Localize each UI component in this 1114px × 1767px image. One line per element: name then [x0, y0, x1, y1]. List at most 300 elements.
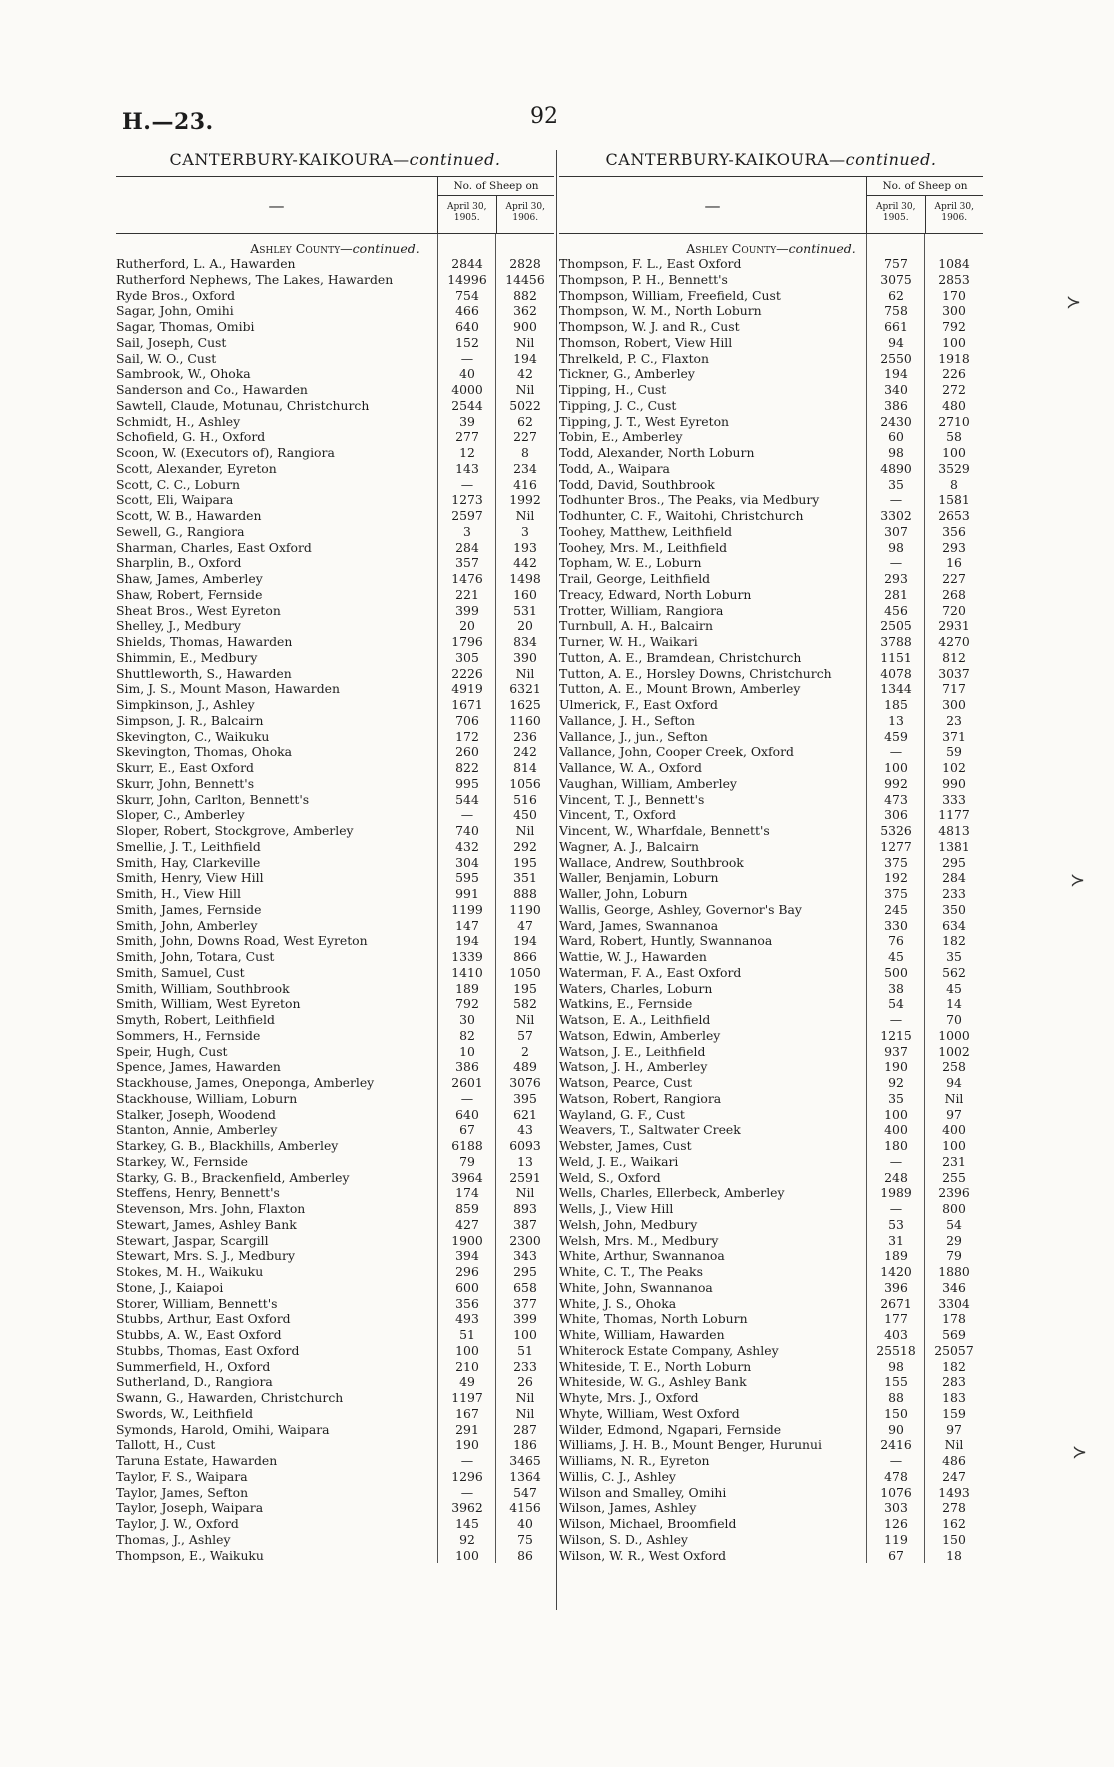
owner-name: [116, 697, 438, 713]
owner-name-text: Scott, W. B., Hawarden: [116, 508, 262, 523]
sheep-count-1906: 866: [513, 949, 537, 964]
sheep-count-1905: —: [460, 807, 474, 823]
owner-name-text: Williams, N. R., Eyreton: [559, 1453, 710, 1468]
table-row: [559, 1028, 983, 1044]
owner-name-text: White, J. S., Ohoka: [559, 1295, 677, 1311]
owner-name: [116, 272, 438, 288]
table-row: [116, 1453, 554, 1469]
sheep-count-1906: 2: [521, 1043, 529, 1059]
table-row: [559, 555, 983, 571]
county-name: Ashley County—: [686, 241, 789, 256]
owner-name: [116, 1390, 438, 1406]
sheep-count-1906: 25057: [934, 1342, 974, 1358]
table-row: [559, 366, 983, 382]
sheep-count-1905: 150: [884, 1405, 908, 1421]
table-row: [559, 681, 983, 697]
sheep-count-1906: 295: [942, 854, 966, 870]
margin-mark-icon: ≻: [1066, 292, 1082, 313]
owner-name-text: Todhunter, C. F., Waitohi, Christchurch: [559, 508, 804, 523]
sheep-count-1906: 159: [942, 1405, 966, 1421]
owner-name-text: Storer, William, Bennett's: [116, 1295, 278, 1311]
sheep-count-1905: 330: [884, 917, 908, 933]
owner-name-text: Smith, Henry, View Hill: [116, 870, 264, 886]
owner-name: [559, 351, 867, 367]
sheep-count-1905: 432: [455, 838, 479, 854]
sheep-count-1905: 245: [884, 901, 908, 917]
table-row: [116, 256, 554, 272]
table-row: [116, 1012, 554, 1028]
sheep-count-1906: 54: [946, 1216, 962, 1232]
table-rows: [559, 256, 983, 1563]
owner-name-text: Watson, Edwin, Amberley: [559, 1027, 721, 1043]
sheep-count-1906: 450: [513, 807, 537, 823]
table-row: [559, 1374, 983, 1390]
owner-name: [559, 1154, 867, 1170]
sheep-count-1905: 859: [455, 1201, 479, 1216]
owner-name-text: Rutherford Nephews, The Lakes, Hawarden: [116, 271, 394, 287]
sheep-count-1905: 189: [884, 1248, 908, 1264]
sheep-count-1905: 399: [455, 602, 479, 618]
table-row: [559, 256, 983, 272]
table-row: [116, 1201, 554, 1217]
owner-name: [116, 807, 438, 823]
owner-name-text: Weld, J. E., Waikari: [559, 1153, 679, 1169]
owner-name: [559, 288, 867, 304]
owner-name: [116, 634, 438, 650]
owner-name-text: Weld, S., Oxford: [559, 1169, 661, 1185]
sheep-count-1905: 3964: [451, 1169, 483, 1185]
sheep-count-1906: 231: [942, 1153, 966, 1169]
sheep-count-1905: 100: [455, 1342, 479, 1358]
table-row: [116, 1311, 554, 1327]
owner-name: [116, 965, 438, 981]
sheep-count-1905: 51: [459, 1327, 475, 1342]
sheep-count-1906: 236: [513, 728, 537, 744]
owner-name: [116, 1059, 438, 1075]
owner-name-text: Smith, William, Southbrook: [116, 980, 290, 996]
sheep-count-1905: 757: [884, 256, 908, 271]
table-row: [116, 902, 554, 918]
owner-name-text: Starkey, W., Fernside: [116, 1153, 248, 1169]
sheep-count-1906: 2396: [938, 1185, 970, 1201]
owner-name-text: Stackhouse, William, Loburn: [116, 1090, 298, 1106]
sheep-count-1906: 62: [517, 413, 533, 429]
owner-name: [559, 1327, 867, 1343]
owner-name-text: Wayland, G. F., Cust: [559, 1106, 685, 1122]
owner-name-text: Vallance, J. H., Sefton: [559, 712, 695, 728]
sheep-count-1905: 67: [888, 1547, 904, 1563]
table-row: [116, 1359, 554, 1375]
table-row: [559, 1185, 983, 1201]
owner-name: [559, 382, 867, 398]
owner-name: [116, 382, 438, 398]
table-row: [559, 1311, 983, 1327]
sheep-count-1905: 152: [455, 334, 479, 350]
owner-name-text: Wilson, W. R., West Oxford: [559, 1547, 727, 1563]
margin-mark-icon: ≻: [1070, 870, 1086, 891]
sheep-count-1905: 400: [884, 1122, 908, 1138]
sheep-count-1906: 5022: [509, 397, 541, 413]
year-1905-header: April 30, 1905.: [447, 202, 487, 223]
owner-name-text: Sewell, G., Rangiora: [116, 523, 245, 539]
sheep-count-1905: 1900: [451, 1232, 483, 1248]
sheep-count-1905: 500: [884, 964, 908, 980]
sheep-count-1905: 1273: [451, 492, 483, 508]
table-row: [116, 351, 554, 367]
sheep-count-1906: 442: [513, 555, 537, 571]
sheep-count-1906: 45: [946, 980, 962, 996]
owner-name-text: Skevington, C., Waikuku: [116, 728, 270, 744]
owner-name-text: Sail, W. O., Cust: [116, 350, 217, 366]
sheep-count-1906: 162: [942, 1516, 966, 1531]
owner-name: [559, 335, 867, 351]
table-row: [559, 1122, 983, 1138]
owner-name: [559, 650, 867, 666]
sheep-count-1906: 486: [942, 1453, 966, 1468]
sheep-count-1906: 634: [942, 917, 966, 933]
owner-name-text: Sagar, John, Omihi: [116, 303, 234, 319]
table-row: [559, 1327, 983, 1343]
owner-name-text: Turnbull, A. H., Balcairn: [559, 618, 713, 634]
owner-name: [116, 823, 438, 839]
sheep-count-1905: 174: [455, 1185, 479, 1201]
sheep-count-1906: 233: [942, 886, 966, 901]
owner-name-text: Shaw, Robert, Fernside: [116, 586, 263, 602]
table-row: [559, 603, 983, 619]
owner-name: [116, 1311, 438, 1327]
sheep-count-1906: 888: [513, 886, 537, 901]
owner-name: [116, 760, 438, 776]
sheep-count-1905: 192: [884, 870, 908, 886]
sheep-count-1905: 49: [459, 1374, 475, 1390]
sheep-count-1906: 3465: [509, 1453, 541, 1468]
owner-name: [116, 1138, 438, 1154]
table-row: [559, 540, 983, 556]
owner-name-text: Skurr, John, Bennett's: [116, 775, 255, 791]
owner-name: [116, 666, 438, 682]
owner-name-text: Sutherland, D., Rangiora: [116, 1374, 273, 1390]
owner-name: [116, 949, 438, 965]
owner-name: [116, 540, 438, 556]
sheep-count-1905: 147: [455, 917, 479, 933]
table-row: [116, 382, 554, 398]
owner-name-text: Turner, W. H., Waikari: [559, 634, 698, 649]
owner-name-text: Stanton, Annie, Amberley: [116, 1122, 278, 1138]
owner-name: [116, 933, 438, 949]
owner-name-text: White, Thomas, North Loburn: [559, 1311, 748, 1327]
table-row: [559, 729, 983, 745]
sheep-count-1905: 100: [455, 1547, 479, 1563]
sheep-count-1905: 54: [888, 996, 904, 1012]
sheep-count-1905: 754: [455, 287, 479, 303]
owner-name-text: Smyth, Robert, Leithfield: [116, 1012, 275, 1027]
table-row: [559, 1170, 983, 1186]
sheep-count-1906: 1190: [509, 901, 541, 917]
owner-name-text: Taylor, F. S., Waipara: [116, 1468, 248, 1484]
table-row: [559, 1359, 983, 1375]
county-name: Ashley County—: [250, 241, 353, 256]
sheep-count-1906: 1160: [509, 712, 541, 728]
owner-name: [559, 587, 867, 603]
owner-name: [116, 1500, 438, 1516]
table-row: [116, 1138, 554, 1154]
table-row: [559, 744, 983, 760]
sheep-count-1906: 1493: [938, 1484, 970, 1500]
owner-name-text: Wilson, James, Ashley: [559, 1500, 697, 1516]
sheep-count-1905: 356: [455, 1295, 479, 1311]
sheep-count-1906: 717: [942, 681, 966, 697]
table-row: [559, 1233, 983, 1249]
owner-name: [116, 492, 438, 508]
owner-name: [559, 445, 867, 461]
table-row: [559, 918, 983, 934]
sheep-count-1905: 145: [455, 1516, 479, 1531]
table-row: [559, 492, 983, 508]
owner-name: [116, 792, 438, 808]
sheep-count-1905: 1197: [451, 1390, 483, 1405]
sheep-count-1906: 284: [942, 870, 966, 886]
owner-name: [559, 1390, 867, 1406]
sheep-count-1905: 3: [463, 523, 471, 539]
table-row: [559, 807, 983, 823]
table-row: [116, 776, 554, 792]
owner-name: [559, 855, 867, 871]
left-column: [116, 150, 554, 1563]
table-rows: [116, 256, 554, 1563]
owner-name-text: Sail, Joseph, Cust: [116, 334, 227, 350]
sheep-count-1906: 1000: [938, 1027, 970, 1043]
sheep-count-1906: 562: [942, 964, 966, 980]
sheep-count-1906: 350: [942, 901, 966, 917]
owner-name-text: Waterman, F. A., East Oxford: [559, 964, 742, 980]
sheep-count-1906: 194: [513, 933, 537, 949]
sheep-count-1906: 6093: [509, 1138, 541, 1153]
owner-name: [559, 272, 867, 288]
sheep-count-1906: 346: [942, 1279, 966, 1295]
sheep-count-1905: 190: [884, 1059, 908, 1075]
sheep-count-1905: 427: [455, 1216, 479, 1232]
table-row: [116, 697, 554, 713]
sheep-count-1905: 5326: [880, 823, 912, 838]
table-row: [116, 1437, 554, 1453]
table-row: [116, 981, 554, 997]
sheep-count-1905: 1339: [451, 949, 483, 964]
owner-name: [559, 760, 867, 776]
owner-name-text: Ryde Bros., Oxford: [116, 287, 236, 303]
sheep-count-1906: 400: [942, 1122, 966, 1138]
sheep-count-1905: 1277: [880, 838, 912, 854]
sheep-count-1905: 98: [888, 445, 904, 460]
sheep-count-1905: 88: [888, 1390, 904, 1405]
table-row: [559, 1280, 983, 1296]
county-continued: continued.: [788, 241, 856, 256]
sheep-count-1905: 394: [455, 1248, 479, 1264]
owner-name: [559, 429, 867, 445]
sheep-count-1905: 126: [884, 1516, 908, 1531]
table-row: [559, 335, 983, 351]
sheep-count-1905: 291: [455, 1421, 479, 1437]
table-row: [559, 1532, 983, 1548]
sheep-count-1905: 4890: [880, 460, 912, 476]
sheep-count-1906: 295: [513, 1264, 537, 1279]
sheep-count-1905: —: [889, 744, 903, 760]
owner-name: [116, 1453, 438, 1469]
owner-name: [559, 1422, 867, 1438]
table-row: [559, 949, 983, 965]
table-row: [559, 508, 983, 524]
owner-name-text: Shimmin, E., Medbury: [116, 649, 258, 665]
sheep-count-1906: 531: [513, 602, 537, 618]
owner-name: [116, 303, 438, 319]
owner-name: [559, 807, 867, 823]
sheep-count-1905: 375: [884, 854, 908, 870]
owner-name: [116, 335, 438, 351]
year-1905-header: April 30, 1905.: [876, 202, 916, 223]
table-row: [559, 1437, 983, 1453]
sheep-count-1906: 14456: [505, 271, 545, 287]
sheep-count-1906: 1581: [938, 492, 970, 508]
sheep-count-1906: 1918: [938, 350, 970, 366]
table-row: [559, 272, 983, 288]
owner-name-text: Toohey, Mrs. M., Leithfield: [559, 539, 728, 555]
owner-name: [559, 555, 867, 571]
sheep-count-1906: 1084: [938, 256, 970, 271]
sheep-count-1905: 38: [888, 980, 904, 996]
sheep-count-1905: 1410: [451, 964, 483, 980]
sheep-count-1906: Nil: [515, 334, 535, 350]
owner-name: [559, 1469, 867, 1485]
table-row: [116, 1485, 554, 1501]
sheep-count-1905: 1476: [451, 571, 483, 586]
sheep-header-title: No. of Sheep on: [438, 177, 554, 196]
sheep-count-1906: 371: [942, 728, 966, 744]
table-row: [116, 508, 554, 524]
owner-name: [116, 414, 438, 430]
page-id: H.—23.: [122, 109, 214, 135]
table-row: [116, 1107, 554, 1123]
owner-name-text: Topham, W. E., Loburn: [559, 555, 702, 571]
owner-name: [116, 1233, 438, 1249]
sheep-count-1906: 356: [942, 523, 966, 539]
sheep-count-1905: 185: [884, 697, 908, 712]
sheep-count-1905: 177: [884, 1311, 908, 1327]
table-row: [116, 587, 554, 603]
owner-name-text: Thompson, F. L., East Oxford: [559, 256, 742, 271]
sheep-count-1905: 792: [455, 996, 479, 1012]
owner-name-text: Vallance, W. A., Oxford: [559, 760, 702, 775]
table-row: [116, 760, 554, 776]
sheep-count-1906: 1177: [938, 807, 970, 823]
sheep-count-1906: 814: [513, 760, 537, 775]
sheep-count-1905: 53: [888, 1216, 904, 1232]
owner-name: [559, 603, 867, 619]
owner-name: [559, 1359, 867, 1375]
sheep-count-1906: Nil: [944, 1437, 964, 1453]
table-row: [116, 1343, 554, 1359]
owner-name: [116, 902, 438, 918]
owner-name: [559, 886, 867, 902]
sheep-count-1906: 792: [942, 319, 966, 334]
table-row: [559, 587, 983, 603]
owner-name: [116, 1248, 438, 1264]
sheep-count-1906: 292: [513, 838, 537, 854]
sheep-count-1905: 194: [884, 366, 908, 382]
table-row: [116, 1327, 554, 1343]
sheep-count-1905: 277: [455, 429, 479, 445]
sheep-count-1905: 992: [884, 775, 908, 791]
owner-name-text: Ulmerick, F., East Oxford: [559, 697, 718, 712]
owner-name: [116, 681, 438, 697]
page-number: 92: [530, 104, 558, 129]
table-row: [116, 1075, 554, 1091]
table-row: [116, 744, 554, 760]
owner-name-text: Taylor, J. W., Oxford: [116, 1516, 239, 1531]
sheep-count-1905: 303: [884, 1500, 908, 1516]
sheep-count-1906: 195: [513, 980, 537, 996]
owner-name-text: Sheat Bros., West Eyreton: [116, 602, 281, 618]
owner-name-text: Vincent, T., Oxford: [559, 807, 677, 823]
owner-name-text: Starky, G. B., Brackenfield, Amberley: [116, 1169, 350, 1185]
sheep-count-1905: 3302: [880, 508, 912, 523]
owner-name: [559, 949, 867, 965]
table-row: [559, 1012, 983, 1028]
table-row: [559, 965, 983, 981]
table-row: [116, 366, 554, 382]
table-row: [116, 870, 554, 886]
owner-name-text: Whiteside, W. G., Ashley Bank: [559, 1374, 747, 1390]
sheep-count-1905: 1796: [451, 634, 483, 649]
owner-name-text: Skurr, E., East Oxford: [116, 760, 254, 775]
sheep-count-1906: 893: [513, 1201, 537, 1216]
column-title-continued: continued.: [409, 150, 501, 169]
owner-name-text: Taylor, Joseph, Waipara: [116, 1500, 264, 1516]
sheep-count-1905: —: [889, 1153, 903, 1169]
sheep-count-1906: 351: [513, 870, 537, 886]
sheep-count-1906: 3: [521, 523, 529, 539]
owner-name-text: Sawtell, Claude, Motunau, Christchurch: [116, 397, 370, 413]
sheep-count-1906: 182: [942, 1358, 966, 1374]
table-row: [116, 713, 554, 729]
table-row: [116, 807, 554, 823]
owner-name-text: Sloper, C., Amberley: [116, 807, 245, 823]
owner-name-text: Vallance, J., jun., Sefton: [559, 728, 708, 744]
table-row: [116, 303, 554, 319]
owner-name: [559, 981, 867, 997]
owner-name: [116, 1548, 438, 1564]
sheep-count-1906: 489: [513, 1059, 537, 1075]
sheep-count-1905: 210: [455, 1358, 479, 1374]
sheep-count-1905: 1296: [451, 1468, 483, 1484]
table-body: [559, 234, 983, 1563]
column-rule: [495, 234, 496, 1563]
owner-name: [559, 1453, 867, 1469]
owner-name: [559, 933, 867, 949]
sheep-count-1906: 86: [517, 1547, 533, 1563]
owner-name: [559, 996, 867, 1012]
sheep-count-1906: 283: [942, 1374, 966, 1390]
sheep-count-1905: —: [889, 555, 903, 571]
owner-name-text: Stubbs, A. W., East Oxford: [116, 1327, 282, 1342]
sheep-count-1906: 59: [946, 744, 962, 760]
owner-name-text: Steffens, Henry, Bennett's: [116, 1185, 280, 1201]
sheep-count-1906: 26: [517, 1374, 533, 1390]
table-row: [559, 713, 983, 729]
owner-name-text: Wilder, Edmond, Ngapari, Fernside: [559, 1421, 782, 1437]
sheep-count-1905: 3962: [451, 1500, 483, 1516]
owner-name-text: Sagar, Thomas, Omibi: [116, 319, 255, 334]
table-row: [116, 571, 554, 587]
owner-name-text: Tipping, H., Cust: [559, 382, 667, 397]
